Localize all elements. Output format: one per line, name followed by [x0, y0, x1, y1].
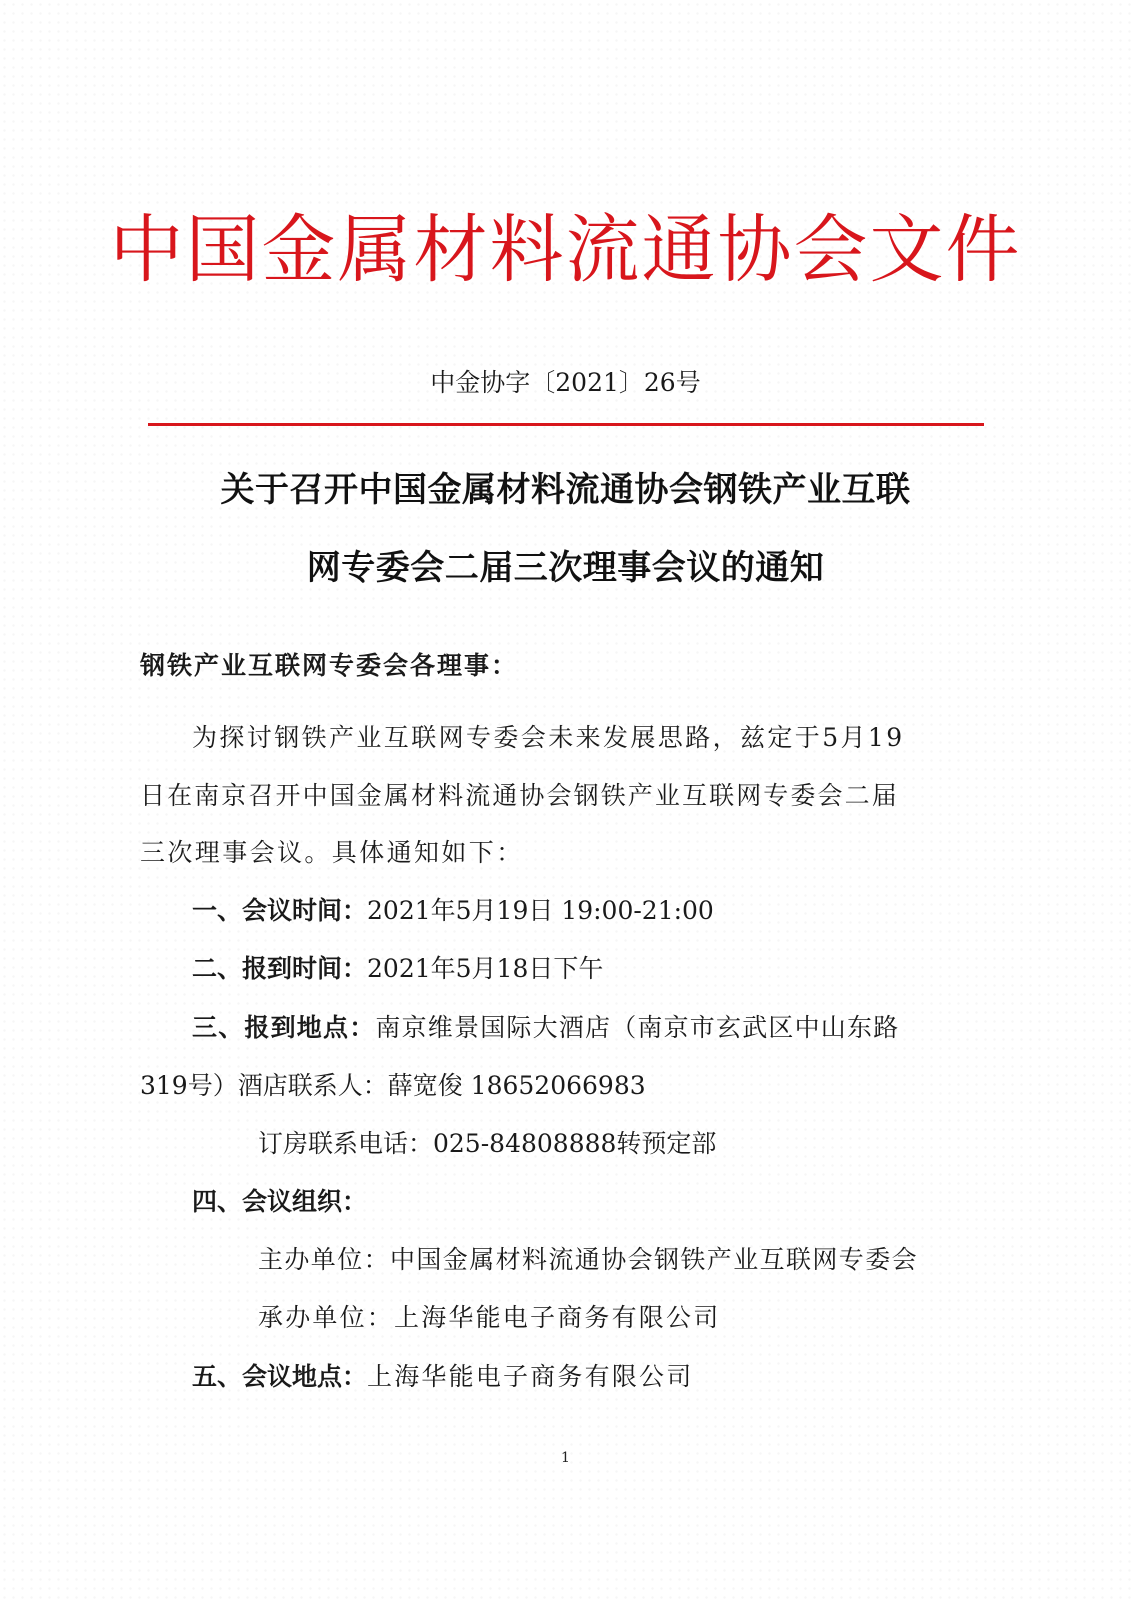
notice-title-line-2: 网专委会二届三次理事会议的通知	[306, 548, 825, 588]
page-number: 1	[561, 1450, 570, 1466]
item-value: 2021年5月19日 19:00-21:00	[367, 896, 714, 925]
item-checkin-place-continued: 319号）酒店联系人：薛宽俊 18652066983	[140, 1071, 646, 1100]
item-value: 上海华能电子商务有限公司	[367, 1362, 694, 1391]
item-label: 二、报到时间：	[192, 954, 368, 983]
red-divider-rule	[148, 423, 984, 426]
item-label: 五、会议地点：	[192, 1362, 368, 1391]
item-value: 2021年5月18日下午	[367, 954, 604, 983]
document-masthead: 中国金属材料流通协会文件	[109, 207, 1022, 293]
intro-line-3: 三次理事会议。具体通知如下：	[140, 838, 524, 867]
item-label: 一、会议时间：	[192, 896, 368, 925]
intro-line-2: 日在南京召开中国金属材料流通协会钢铁产业互联网专委会二届	[140, 781, 899, 810]
item-label: 三、报到地点：	[192, 1013, 376, 1042]
item-meeting-time	[192, 895, 714, 927]
notice-title-line-1: 关于召开中国金属材料流通协会钢铁产业互联	[220, 470, 911, 510]
item-organization-label: 四、会议组织：	[192, 1187, 368, 1216]
salutation: 钢铁产业互联网专委会各理事：	[140, 651, 519, 680]
item-checkin-place	[192, 1012, 899, 1044]
item-checkin-time	[192, 953, 603, 985]
document-number: 中金协字〔2021〕26号	[430, 368, 701, 397]
item-booking-phone: 订房联系电话：025-84808888转预定部	[258, 1129, 717, 1158]
item-organizer-unit: 承办单位：上海华能电子商务有限公司	[258, 1303, 721, 1332]
intro-line-1: 为探讨钢铁产业互联网专委会未来发展思路，兹定于5月19	[192, 723, 905, 752]
item-host-unit: 主办单位：中国金属材料流通协会钢铁产业互联网专委会	[258, 1245, 919, 1274]
item-value: 南京维景国际大酒店（南京市玄武区中山东路	[375, 1013, 900, 1042]
item-venue	[192, 1361, 693, 1393]
